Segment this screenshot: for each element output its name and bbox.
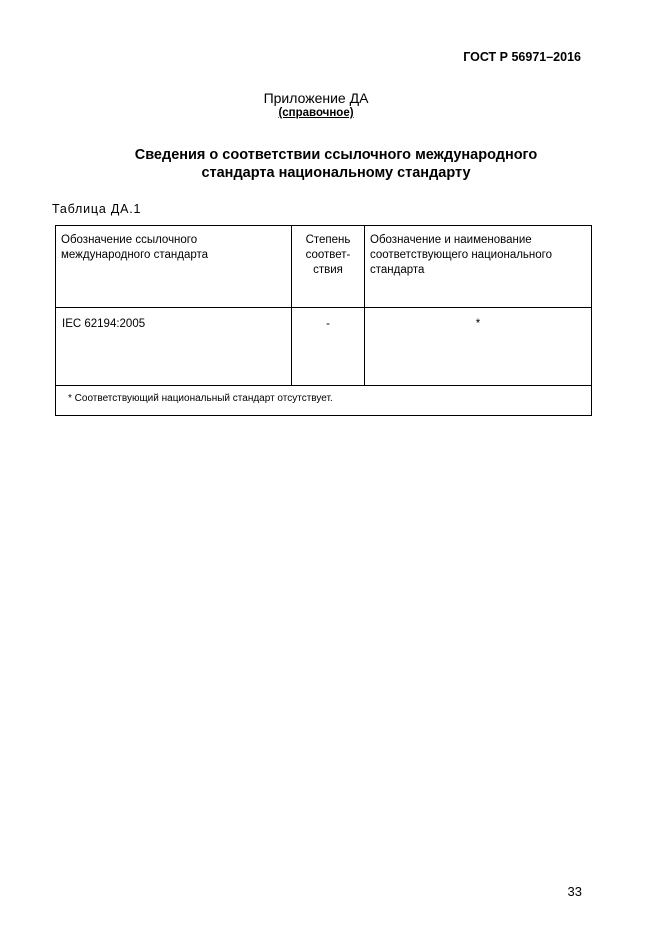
- table-caption: Таблица ДА.1: [52, 202, 142, 216]
- header-text: международного стандарта: [61, 249, 209, 261]
- header-cell-designation: [56, 226, 292, 308]
- section-heading-line: Сведения о соответствии ссылочного международного: [134, 147, 538, 163]
- header-text: Обозначение и наименование: [370, 234, 532, 246]
- table-row: [56, 308, 592, 386]
- header-cell-national: [365, 226, 592, 308]
- correspondence-table: [55, 225, 592, 416]
- table-header-row: [56, 226, 592, 308]
- header-text: стандарта: [370, 264, 425, 276]
- header-cell-degree: [292, 226, 365, 308]
- header-text: соответствующего национального: [370, 249, 553, 261]
- page-number: 33: [567, 884, 582, 899]
- cell-national: *: [365, 308, 592, 386]
- header-text: соответ-: [305, 249, 351, 261]
- document-code: ГОСТ Р 56971–2016: [463, 50, 581, 64]
- cell-degree: -: [292, 308, 365, 386]
- table-footnote-row: [56, 386, 592, 416]
- header-text: ствия: [313, 264, 343, 276]
- header-text: Степень: [305, 234, 351, 246]
- section-heading: [0, 146, 661, 182]
- section-heading-line: стандарта национальному стандарту: [201, 165, 471, 181]
- appendix-type: (справочное): [278, 107, 354, 119]
- cell-designation: IEC 62194:2005: [56, 308, 292, 386]
- header-text: Обозначение ссылочного: [61, 234, 198, 246]
- appendix-title: Приложение ДА: [263, 90, 369, 106]
- table-footnote: * Соответствующий национальный стандарт отсутствует.: [56, 386, 592, 416]
